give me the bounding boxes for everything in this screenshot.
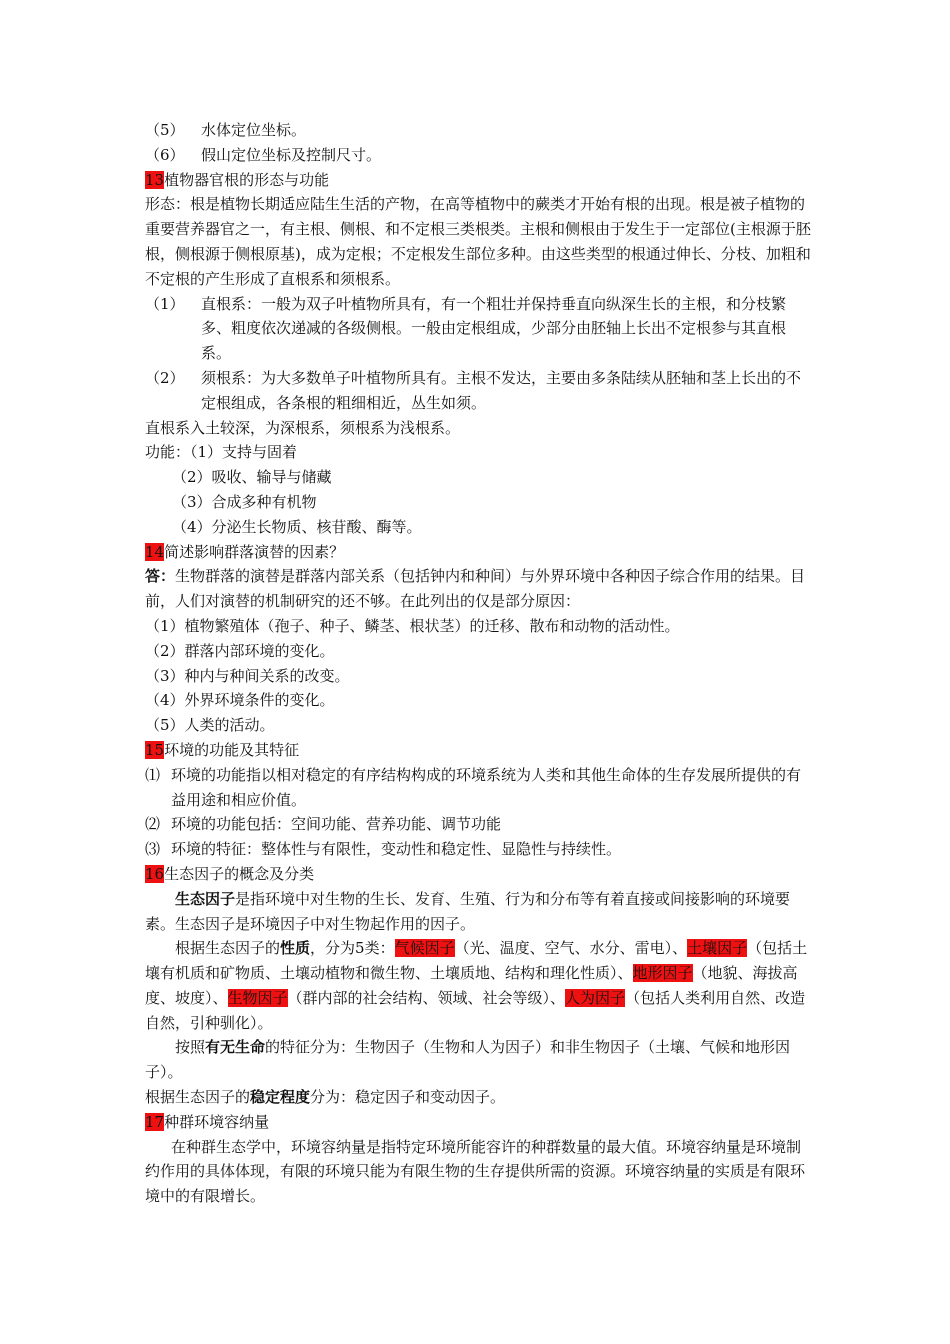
root-depth-line: 直根系入土较深，为深根系，须根系为浅根系。 (145, 418, 461, 437)
section-title: 环境的功能及其特征 (164, 740, 300, 759)
succession-factor-5: （5）人类的活动。 (145, 716, 275, 735)
human-factor-highlight: 人为因子 (565, 988, 626, 1007)
section-14-heading (145, 540, 813, 565)
section-title: 简述影响群落演替的因素？ (164, 542, 345, 561)
function-line-3: （3）合成多种有机物 (172, 492, 317, 511)
section-number: 15 (145, 740, 165, 759)
environment-function-item-2: ⑵ 环境的功能包括：空间功能、营养功能、调节功能 (145, 815, 502, 834)
section-16-heading (145, 862, 813, 887)
succession-factor-4: （4）外界环境条件的变化。 (145, 691, 335, 710)
climate-factor-highlight: 气候因子 (394, 939, 455, 958)
list-item-5: （5） 水体定位坐标。 (145, 121, 307, 139)
function-line-4: （4）分泌生长物质、核苷酸、酶等。 (172, 517, 422, 536)
list-item-6: （6） 假山定位坐标及控制尺寸。 (145, 145, 382, 164)
succession-factor-1: （1）植物繁殖体（孢子、种子、鳞茎、根状茎）的迁移、散布和动物的活动性。 (145, 616, 680, 635)
function-line-1: 功能：（1）支持与固着 (145, 443, 298, 462)
succession-factor-2: （2）群落内部环境的变化。 (145, 641, 335, 660)
eco-factor-definition: 生态因子是指环境中对生物的生长、发育、生殖、行为和分布等有着直接或间接影响的环境要素。生态因子是环境因子中对生物起作用的因子。 (145, 889, 791, 933)
section-title: 生态因子的概念及分类 (164, 864, 315, 883)
section-number: 17 (145, 1112, 165, 1131)
biotic-factor-highlight: 生物因子 (227, 988, 288, 1007)
fibrous-root-item: （2） 须根系：为大多数单子叶植物所具有。主根不发达，主要由多条陆续从胚轴和茎上长出的不定根组成，各条根的粗细相近，丛生如须。 (145, 368, 802, 412)
section-number: 16 (145, 864, 165, 883)
environment-function-item-3: ⑶ 环境的特征：整体性与有限性，变动性和稳定性、显隐性与持续性。 (145, 840, 622, 859)
section-number: 14 (145, 542, 165, 561)
eco-factor-by-stability: 根据生态因子的稳定程度分为：稳定因子和变动因子。 (145, 1088, 506, 1107)
section-17-heading (145, 1110, 813, 1135)
root-form-paragraph: 形态：根是植物长期适应陆生生活的产物，在高等植物中的蕨类才开始有根的出现。根是被子植物的重要营养器官之一，有主根、侧根、和不定根三类根类。主根和侧根由于发生于一定部位(主根源于胚根，侧根源于侧根原基)，成为定根；不定根发生部位多种。由这些类型的根通过伸长、分枝、加粗和不定根的产生形成了直根系和须根系。 (145, 195, 811, 288)
carrying-capacity-paragraph: 在种群生态学中，环境容纳量是指特定环境所能容许的种群数量的最大值。环境容纳量是环境制约作用的具体体现，有限的环境只能为有限生物的生存提供所需的资源。环境容纳量的实质是有限环境中的有限增长。 (145, 1137, 806, 1206)
section-title: 植物器官根的形态与功能 (164, 170, 330, 189)
eco-factor-by-life: 按照有无生命的特征分为：生物因子（生物和人为因子）和非生物因子（土壤、气候和地形因子）。 (145, 1038, 791, 1082)
succession-factor-3: （3）种内与种间关系的改变。 (145, 666, 350, 685)
soil-factor-highlight: 土壤因子 (687, 939, 748, 958)
section-13-heading (145, 168, 813, 193)
environment-function-item-1: ⑴ 环境的功能指以相对稳定的有序结构构成的环境系统为人类和其他生命体的生存发展所提供的有益用途和相应价值。 (145, 765, 802, 809)
function-line-2: （2）吸收、输导与储藏 (172, 468, 332, 487)
terrain-factor-highlight: 地形因子 (632, 964, 693, 983)
eco-factor-by-nature: 根据生态因子的性质，分为5类：气候因子（光、温度、空气、水分、雷电）、土壤因子（包括土壤有机质和矿物质、土壤动植物和微生物、土壤质地、结构和理化性质）、地形因子（地貌、海拔高度、坡度）、生物因子（群内部的社会结构、领域、社会等级）、人为因子（包括人类利用自然、改造自然，引种驯化）。 (145, 939, 808, 1032)
section-title: 种群环境容纳量 (164, 1112, 270, 1131)
document-page (145, 118, 813, 1209)
answer-paragraph: 答：生物群落的演替是群落内部关系（包括钟内和种间）与外界环境中各种因子综合作用的结果。目前，人们对演替的机制研究的还不够。在此列出的仅是部分原因： (145, 567, 806, 611)
section-15-heading (145, 738, 813, 763)
taproot-item: （1） 直根系：一般为双子叶植物所具有，有一个粗壮并保持垂直向纵深生长的主根，和分枝繁多、粗度依次递减的各级侧根。一般由定根组成，少部分由胚轴上长出不定根参与其直根系。 (145, 294, 787, 363)
section-number: 13 (145, 170, 165, 189)
